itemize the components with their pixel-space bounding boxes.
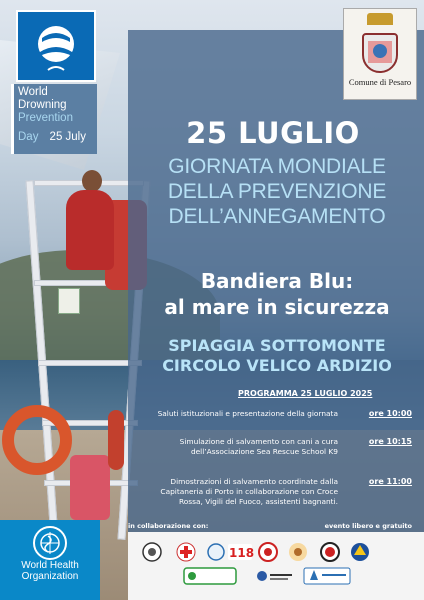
who-name-line: World Health xyxy=(21,560,79,571)
crown-icon xyxy=(367,13,393,25)
programme-item-text xyxy=(128,409,338,419)
campaign-date: 25 July xyxy=(49,131,86,143)
circolo-velico-logo-icon xyxy=(304,568,350,584)
capitaneria-logo-icon xyxy=(143,543,161,561)
k9-logo-icon xyxy=(289,543,307,561)
campaign-line-1: World xyxy=(18,86,48,98)
subtitle-line: DELL’ANNEGAMENTO xyxy=(168,205,386,228)
event-subtitle xyxy=(136,154,418,229)
programme-item-line: dell’Associazione Sea Rescue School K9 xyxy=(190,447,338,456)
comune-di-pesaro-crest xyxy=(343,8,417,100)
crest-caption: Comune di Pesaro xyxy=(348,77,412,87)
shield-icon xyxy=(362,33,398,73)
programme-item-time: ore 10:00 xyxy=(368,409,412,418)
lifeguard-head xyxy=(82,170,102,192)
rescue-bucket xyxy=(70,455,110,520)
programme-item-line: Dimostrazioni di salvamento coordinate dalla xyxy=(170,477,338,486)
event-date: 25 LUGLIO xyxy=(186,116,360,150)
118-logo-icon xyxy=(228,544,254,560)
sea-rescue-logo-icon xyxy=(208,544,224,560)
slogan-line: al mare in sicurezza xyxy=(164,295,390,319)
collaboration-label: in collaborazione con: xyxy=(128,522,209,530)
programme-item-line: Capitaneria di Porto in collaborazione con Croce xyxy=(160,487,338,496)
civil-protection-logo-icon xyxy=(351,543,369,561)
rescue-float xyxy=(108,410,124,470)
who-logo xyxy=(0,520,100,600)
regione-logo-icon xyxy=(252,566,294,588)
campaign-line-2: Drowning xyxy=(18,99,67,111)
location-line: SPIAGGIA SOTTOMONTE xyxy=(168,336,386,355)
programme-item-line: Saluti istituzionali e presentazione della giornata xyxy=(157,409,338,418)
event-location xyxy=(136,336,418,376)
who-name-line: Organization xyxy=(21,571,79,582)
blue-flag-icon xyxy=(18,12,94,80)
programme-item-line: Rossa, Vigili del Fuoco, assistenti bagnanti. xyxy=(178,497,338,506)
location-line: CIRCOLO VELICO ARDIZIO xyxy=(162,356,392,375)
campaign-line-4: Day xyxy=(18,131,39,143)
blue-flag-logo xyxy=(16,10,96,82)
lifeguard-figure xyxy=(66,190,114,270)
programme-item-line: Simulazione di salvamento con cani a cura xyxy=(179,437,338,446)
who-globe-icon xyxy=(33,526,67,560)
programme-item-time: ore 10:15 xyxy=(368,437,412,446)
life-ring xyxy=(2,405,72,475)
fire-brigade-logo-icon xyxy=(259,543,277,561)
world-drowning-prevention-day-logo xyxy=(11,84,97,154)
slogan xyxy=(136,268,418,320)
red-cross-logo-icon xyxy=(177,543,195,561)
free-event-label: evento libero e gratuito xyxy=(324,522,412,530)
slogan-line: Bandiera Blu: xyxy=(200,269,354,293)
svg-text:118: 118 xyxy=(229,546,255,560)
subtitle-line: GIORNATA MONDIALE xyxy=(168,155,386,178)
subtitle-line: DELLA PREVENZIONE xyxy=(167,180,387,203)
programme-item-time: ore 11:00 xyxy=(368,477,412,486)
consorzio-logo-icon xyxy=(184,568,236,584)
programme-item-text xyxy=(128,477,338,507)
programme-title: PROGRAMMA 25 LUGLIO 2025 xyxy=(238,389,373,398)
lifeguard-association-logo-icon xyxy=(321,543,339,561)
partner-logos-strip xyxy=(128,532,424,600)
tower-sign xyxy=(58,288,80,314)
programme-item-text xyxy=(128,437,338,457)
campaign-line-3: Prevention xyxy=(18,112,73,124)
